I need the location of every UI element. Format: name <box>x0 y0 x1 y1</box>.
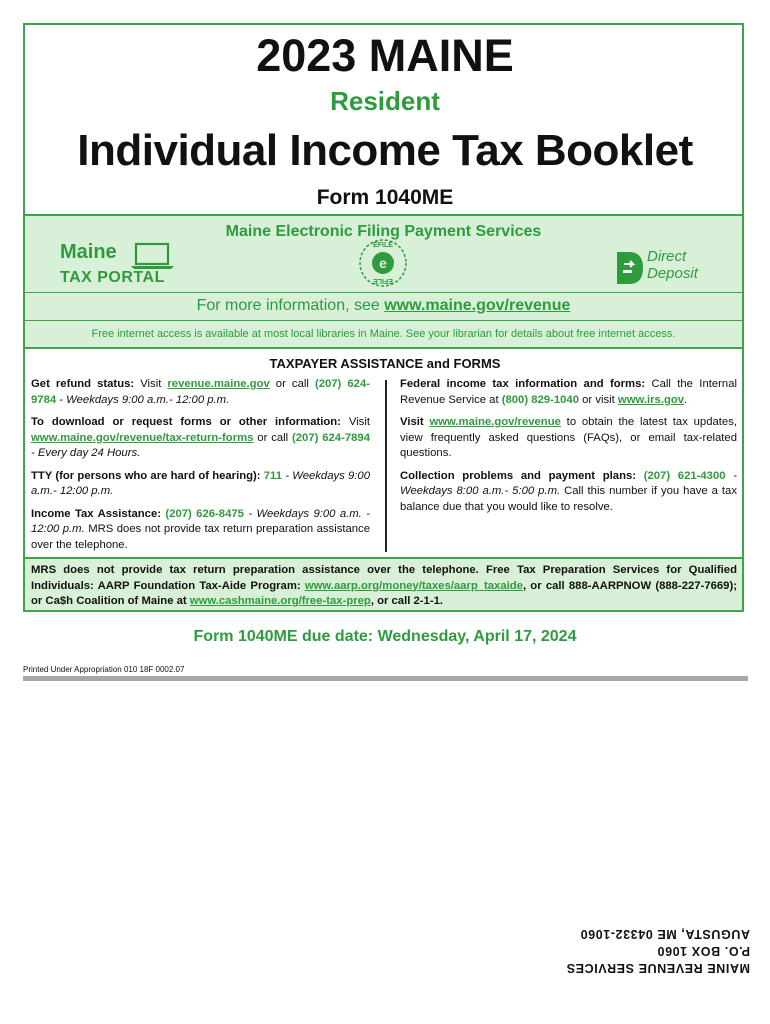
assistance-title: TAXPAYER ASSISTANCE and FORMS <box>269 356 501 371</box>
more-info-prefix: For more information, see <box>196 297 385 314</box>
free-internet-note: Free internet access is available at most local libraries in Maine. See your librarian for details about free internet access. <box>91 328 676 340</box>
ita-text: MRS does not provide tax return preparation assistance over the telephone. <box>31 523 370 551</box>
laptop-icon <box>130 242 176 270</box>
resident-subtitle: Resident <box>330 86 440 116</box>
maine-revenue-link[interactable]: www.maine.gov/revenue <box>429 416 561 428</box>
portal-maine-text: Maine <box>60 241 117 263</box>
services-band <box>25 214 742 349</box>
aarp-link[interactable]: www.aarp.org/money/taxes/aarp_taxaide <box>304 579 523 592</box>
band-divider <box>25 320 742 321</box>
notice-text: , or call 888-AARPNOW (888-227-7669); or Ca$h Coalition of Maine at <box>31 579 737 607</box>
tty-number: 711 <box>260 469 283 482</box>
ita-hours: - Weekdays 9:00 a.m. - 12:00 p.m. <box>31 507 370 535</box>
ita-label: Income Tax Assistance: <box>31 507 161 520</box>
refund-phone: (207) 624-9784 <box>31 378 370 406</box>
efile-logo-icon[interactable] <box>358 238 408 288</box>
booklet-title: Individual Income Tax Booklet <box>77 126 693 175</box>
address-line: AUGUSTA, ME 04332-1060 <box>580 927 750 941</box>
svg-text:EFILE: EFILE <box>373 277 393 284</box>
year-state-title: 2023 MAINE <box>256 30 514 81</box>
more-info-line <box>25 297 742 315</box>
due-date: Form 1040ME due date: Wednesday, April 17, 2024 <box>193 628 577 645</box>
visit-paragraph <box>400 415 737 462</box>
ita-phone: (207) 626-8475 <box>161 507 244 520</box>
band-divider <box>25 292 742 293</box>
tty-paragraph <box>31 469 370 500</box>
tax-return-forms-link[interactable]: www.maine.gov/revenue/tax-return-forms <box>31 431 254 444</box>
mailing-address <box>545 925 750 976</box>
tty-hours: - Weekdays 9:00 a.m.- 12:00 p.m. <box>31 469 370 497</box>
efile-text: EFILE <box>373 242 393 249</box>
download-text: Visit <box>340 416 370 428</box>
income-tax-assistance-paragraph <box>31 507 370 554</box>
assistance-left-column <box>31 377 370 560</box>
refund-status-paragraph <box>31 377 370 408</box>
form-name: Form 1040ME <box>316 186 454 209</box>
tax-portal-logo[interactable] <box>60 241 180 289</box>
collection-phone: (207) 621-4300 <box>636 469 726 482</box>
column-divider <box>385 380 387 552</box>
download-hours: - Every day 24 Hours. <box>31 447 141 459</box>
download-text: or call <box>253 431 293 444</box>
address-line: P.O. BOX 1060 <box>656 944 750 958</box>
revenue-website-link[interactable]: www.maine.gov/revenue <box>384 297 571 314</box>
direct-deposit-logo[interactable] <box>615 246 705 290</box>
download-phone: (207) 624-7894 <box>292 431 370 444</box>
portal-tax-portal-text: TAX PORTAL <box>60 269 165 286</box>
printed-under-appropriation: Printed Under Appropriation 010 18F 0002.07 <box>23 665 185 674</box>
free-prep-notice-band <box>25 557 742 610</box>
horizontal-rule <box>23 676 748 681</box>
revenue-maine-link[interactable]: revenue.maine.gov <box>167 378 270 390</box>
address-line: MAINE REVENUE SERVICES <box>566 961 750 975</box>
irs-link[interactable]: www.irs.gov <box>617 393 685 406</box>
direct-text: Direct <box>647 248 687 265</box>
federal-text: . <box>684 393 688 406</box>
tty-label: TTY (for persons who are hard of hearing): <box>31 469 261 482</box>
federal-label: Federal income tax information and forms: <box>400 378 646 390</box>
collection-paragraph <box>400 469 737 516</box>
refund-hours: - Weekdays 9:00 a.m.- 12:00 p.m. <box>56 393 230 406</box>
notice-text: , or call 2-1-1. <box>370 595 444 607</box>
refund-text: or call <box>269 378 315 390</box>
svg-text:e: e <box>379 255 387 271</box>
cashmaine-link[interactable]: www.cashmaine.org/free-tax-prep <box>189 595 371 607</box>
federal-text: or visit <box>579 393 618 406</box>
federal-info-paragraph <box>400 377 737 408</box>
refund-text: Visit <box>134 378 168 390</box>
visit-label: Visit <box>400 416 430 428</box>
download-label: To download or request forms or other information: <box>31 416 341 428</box>
services-title: Maine Electronic Filing Payment Services <box>225 223 542 240</box>
federal-phone: (800) 829-1040 <box>501 393 579 406</box>
collection-hours: - Weekdays 8:00 a.m.- 5:00 p.m. <box>400 469 737 497</box>
notice-text: MRS does not provide tax return preparation assistance over the telephone. Free Tax Preparation Services for Qualified Individuals: AARP Foundation Tax-Aide Program: <box>31 564 737 592</box>
deposit-text: Deposit <box>647 265 698 282</box>
federal-text: Call the Internal Revenue Service at <box>400 378 737 406</box>
collection-label: Collection problems and payment plans: <box>400 469 637 482</box>
assistance-right-column <box>400 377 737 522</box>
collection-text: Call this number if you have a tax balance due that you would like to resolve. <box>400 485 737 513</box>
download-forms-paragraph <box>31 415 370 462</box>
refund-label: Get refund status: <box>31 378 135 390</box>
free-prep-notice <box>31 563 737 610</box>
visit-text: to obtain the latest tax updates, view frequently asked questions (FAQs), or email tax-related questions. <box>400 416 737 459</box>
direct-deposit-icon <box>615 250 645 286</box>
